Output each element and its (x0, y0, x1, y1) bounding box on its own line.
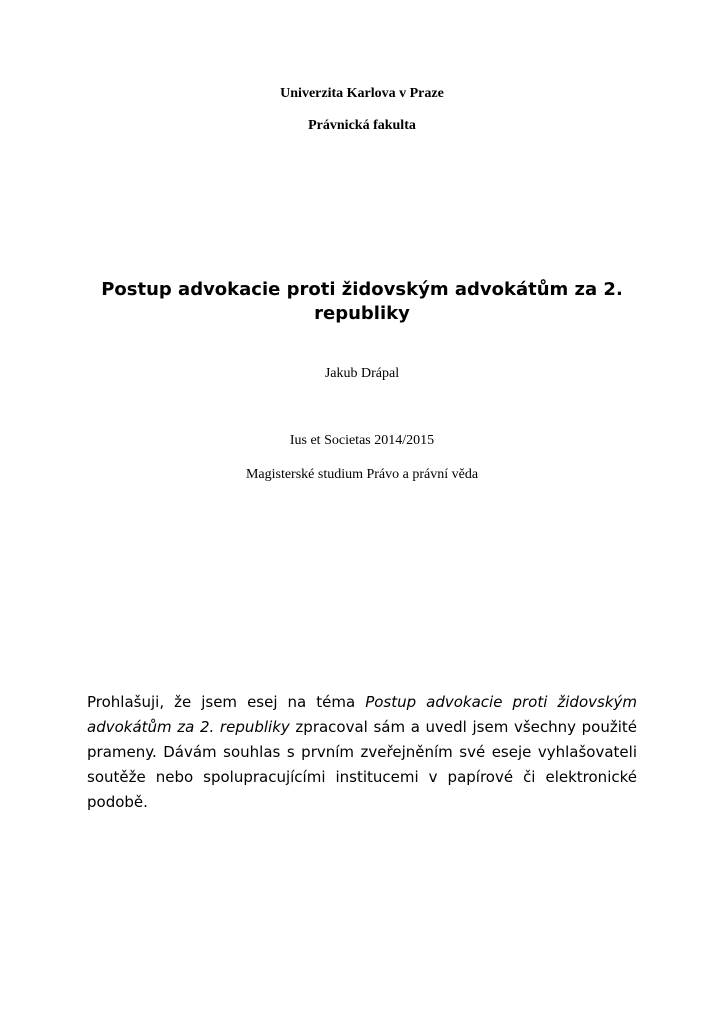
study-program: Magisterské studium Právo a právní věda (245, 467, 479, 482)
essay-title (100, 278, 624, 326)
competition-name: Ius et Societas 2014/2015 (289, 433, 435, 448)
declaration-paragraph (87, 690, 637, 815)
university-name: Univerzita Karlova v Praze (280, 86, 444, 101)
faculty-name: Právnická fakulta (308, 118, 416, 133)
declaration-italic-title: Postup advokacie proti židovským advokátům za 2. republiky (87, 693, 637, 736)
declaration-text-after: zpracoval sám a uvedl jsem všechny použité prameny. Dávám souhlas s prvním zveřejněním své eseje vyhlašovateli soutěže nebo spolupracujícími institucemi v papírové či elektronické podobě. (87, 718, 638, 811)
declaration-text-before: Prohlašuji, že jsem esej na téma (87, 693, 366, 711)
essay-title-line-2: republiky (314, 303, 410, 324)
author-name: Jakub Drápal (324, 366, 400, 381)
essay-title-line-1: Postup advokacie proti židovským advokátům za 2. (101, 279, 623, 300)
